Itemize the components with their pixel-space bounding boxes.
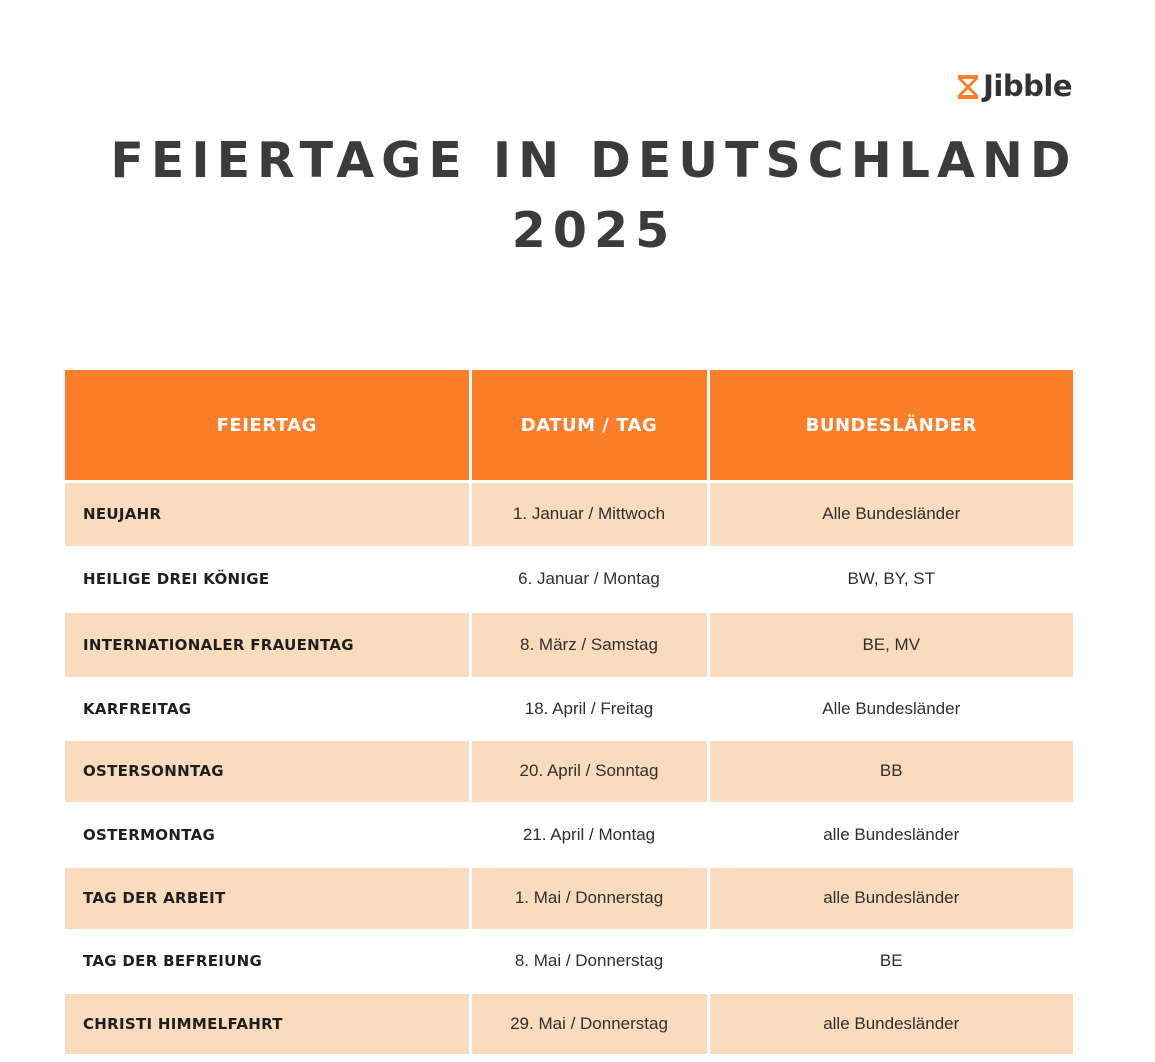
holiday-states: BB bbox=[708, 741, 1073, 802]
table-row bbox=[65, 929, 1073, 994]
table-header-row bbox=[65, 370, 1073, 482]
holiday-date: 8. Mai / Donnerstag bbox=[470, 929, 708, 994]
table-row bbox=[65, 546, 1073, 613]
holiday-table bbox=[65, 370, 1073, 1054]
hourglass-logo-icon bbox=[956, 73, 980, 101]
page-title bbox=[0, 126, 1155, 266]
holiday-date: 20. April / Sonntag bbox=[470, 741, 708, 802]
holiday-states: Alle Bundesländer bbox=[708, 482, 1073, 546]
holiday-name: OSTERMONTAG bbox=[65, 802, 470, 868]
holiday-date: 8. März / Samstag bbox=[470, 613, 708, 677]
logo-text: Jibble bbox=[983, 69, 1072, 103]
holiday-date: 1. Mai / Donnerstag bbox=[470, 868, 708, 929]
holiday-states: alle Bundesländer bbox=[708, 994, 1073, 1054]
holiday-name: KARFREITAG bbox=[65, 677, 470, 741]
table-row bbox=[65, 741, 1073, 802]
table-row bbox=[65, 482, 1073, 546]
holiday-states: alle Bundesländer bbox=[708, 868, 1073, 929]
table-row bbox=[65, 677, 1073, 741]
holiday-name: HEILIGE DREI KÖNIGE bbox=[65, 546, 470, 613]
holiday-states: Alle Bundesländer bbox=[708, 677, 1073, 741]
table-row bbox=[65, 613, 1073, 677]
holiday-states: BW, BY, ST bbox=[708, 546, 1073, 613]
holiday-name: OSTERSONNTAG bbox=[65, 741, 470, 802]
holiday-name: NEUJAHR bbox=[65, 482, 470, 546]
holiday-date: 21. April / Montag bbox=[470, 802, 708, 868]
holiday-date: 18. April / Freitag bbox=[470, 677, 708, 741]
table-row bbox=[65, 994, 1073, 1054]
table-row bbox=[65, 802, 1073, 868]
holiday-states: alle Bundesländer bbox=[708, 802, 1073, 868]
header-bundeslaender: BUNDESLÄNDER bbox=[708, 370, 1073, 482]
page-title-line-2: 2025 bbox=[511, 202, 677, 259]
holiday-date: 29. Mai / Donnerstag bbox=[470, 994, 708, 1054]
holiday-name: INTERNATIONALER FRAUENTAG bbox=[65, 613, 470, 677]
holiday-date: 6. Januar / Montag bbox=[470, 546, 708, 613]
jibble-logo bbox=[956, 69, 1072, 103]
holiday-states: BE bbox=[708, 929, 1073, 994]
header-datum-tag: DATUM / TAG bbox=[470, 370, 708, 482]
header-feiertag: FEIERTAG bbox=[65, 370, 470, 482]
table-row bbox=[65, 868, 1073, 929]
holiday-date: 1. Januar / Mittwoch bbox=[470, 482, 708, 546]
page-title-line-1: FEIERTAGE IN DEUTSCHLAND bbox=[110, 132, 1078, 189]
holiday-states: BE, MV bbox=[708, 613, 1073, 677]
holiday-name: TAG DER ARBEIT bbox=[65, 868, 470, 929]
holiday-name: CHRISTI HIMMELFAHRT bbox=[65, 994, 470, 1054]
holiday-name: TAG DER BEFREIUNG bbox=[65, 929, 470, 994]
